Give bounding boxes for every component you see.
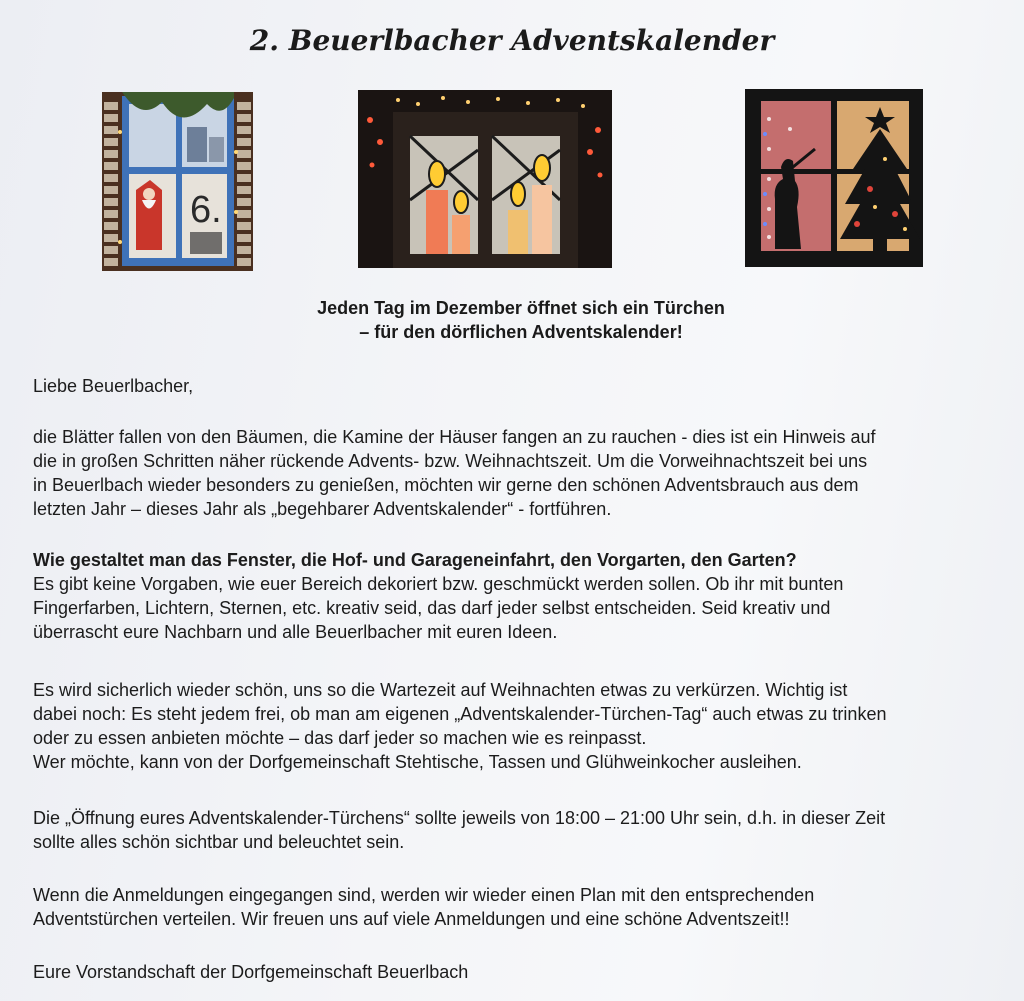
photo-window-tree-image — [745, 89, 923, 267]
section-heading: Wie gestaltet man das Fenster, die Hof- und Garageneinfahrt, den Vorgarten, den Garten? — [33, 550, 797, 570]
paragraph-line: letzten Jahr – dieses Jahr als „begehbarer Adventskalender“ - fortführen. — [33, 499, 612, 519]
paragraph-registration — [33, 883, 1000, 931]
paragraph-line: Adventstürchen verteilen. Wir freuen uns auf viele Anmeldungen und eine schöne Adventszeit!! — [33, 909, 790, 929]
paragraph-line: Es wird sicherlich wieder schön, uns so die Wartezeit auf Weihnachten etwas zu verkürzen. Wichtig ist — [33, 680, 848, 700]
intro-line-1: Jeden Tag im Dezember öffnet sich ein Türchen — [317, 298, 725, 318]
photo-window-tree — [745, 89, 923, 267]
intro-headline — [0, 296, 1024, 344]
paragraph-line: Die „Öffnung eures Adventskalender-Türchens“ sollte jeweils von 18:00 – 21:00 Uhr sein, d.h. in dieser Zeit — [33, 808, 886, 828]
document-title: 2. Beuerlbacher Adventskalender — [249, 24, 775, 57]
paragraph-line: die Blätter fallen von den Bäumen, die Kamine der Häuser fangen an zu rauchen - dies ist ein Hinweis auf — [33, 427, 876, 447]
photo-window-nikolaus — [102, 92, 253, 271]
paragraph-line: Es gibt keine Vorgaben, wie euer Bereich dekoriert bzw. geschmückt werden sollen. Ob ihr mit bunten — [33, 574, 844, 594]
paragraph-line: Wenn die Anmeldungen eingegangen sind, werden wir wieder einen Plan mit den entsprechenden — [33, 885, 815, 905]
paragraph-line: oder zu essen anbieten möchte – das darf jeder so machen wie es reinpasst. — [33, 728, 647, 748]
paragraph-line: die in großen Schritten näher rückende Advents- bzw. Weihnachtszeit. Um die Vorweihnachtszeit bei uns — [33, 451, 868, 471]
paragraph-opening-hours — [33, 806, 1000, 854]
section-decoration — [33, 548, 1000, 644]
photo-window-nikolaus-image — [102, 92, 253, 271]
paragraph-line: dabei noch: Es steht jedem frei, ob man am eigenen „Adventskalender-Türchen-Tag“ auch etwas zu trinken — [33, 704, 887, 724]
paragraph-line: in Beuerlbach wieder besonders zu genießen, möchten wir gerne den schönen Adventsbrauch aus dem — [33, 475, 859, 495]
door-number-label: 6. — [190, 189, 222, 231]
photo-window-candles-image — [358, 90, 612, 268]
paragraph-line: Wer möchte, kann von der Dorfgemeinschaft Stehtische, Tassen und Glühweinkocher ausleihen. — [33, 752, 802, 772]
photo-window-candles — [358, 90, 612, 268]
intro-line-2: – für den dörflichen Adventskalender! — [359, 322, 683, 342]
paragraph-line: überrascht eure Nachbarn und alle Beuerlbacher mit euren Ideen. — [33, 622, 558, 642]
paragraph-intro — [33, 425, 1000, 521]
paragraph-waiting-time — [33, 678, 1000, 774]
paragraph-line: Fingerfarben, Lichtern, Sternen, etc. kreativ seid, das darf jeder selbst entscheiden. Seid kreativ und — [33, 598, 831, 618]
signoff: Eure Vorstandschaft der Dorfgemeinschaft Beuerlbach — [33, 962, 469, 982]
greeting: Liebe Beuerlbacher, — [33, 376, 194, 396]
paragraph-line: sollte alles schön sichtbar und beleuchtet sein. — [33, 832, 405, 852]
